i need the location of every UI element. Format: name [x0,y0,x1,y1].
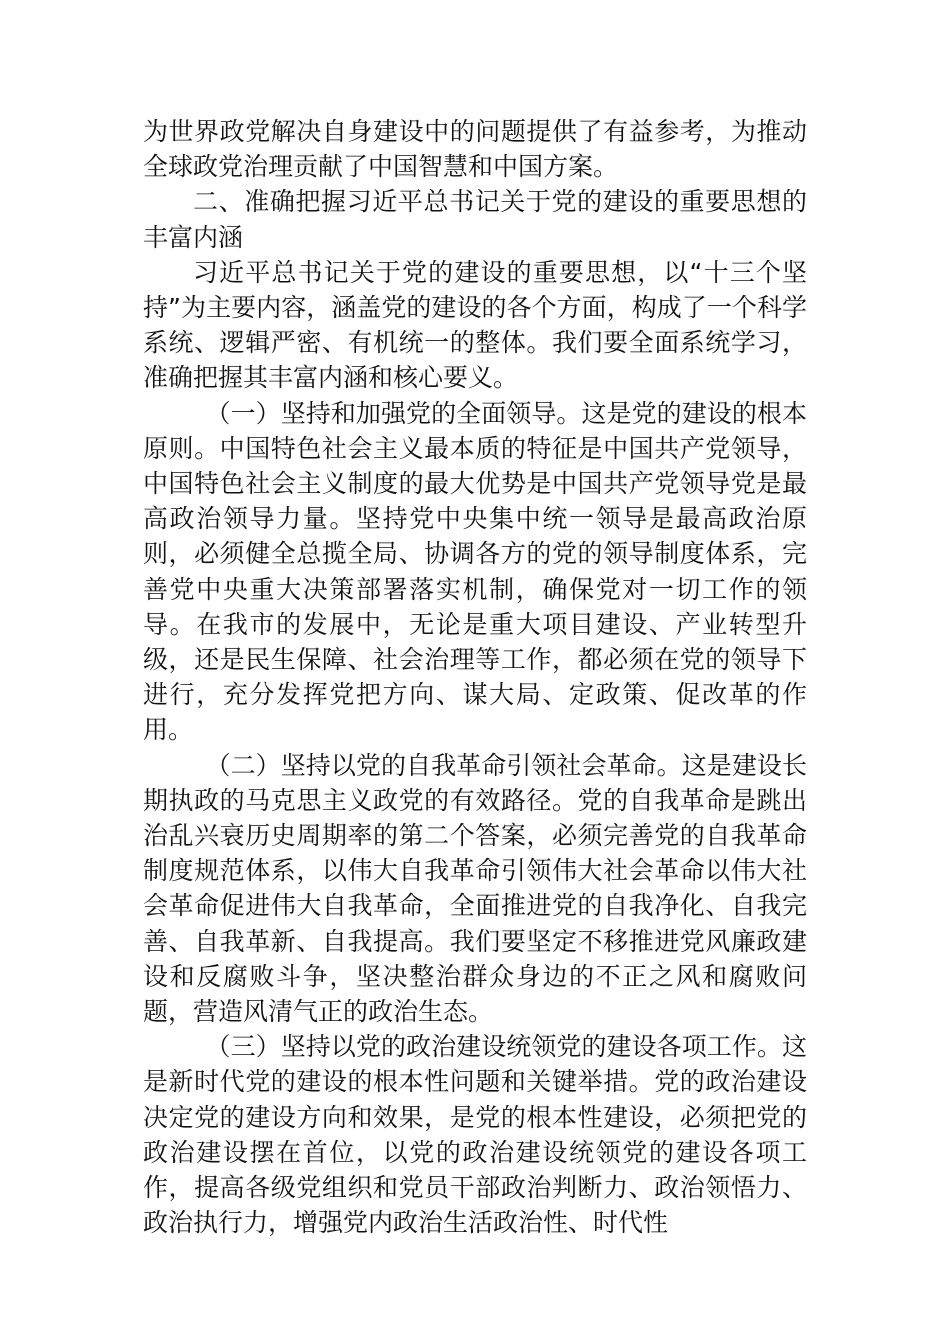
paragraph-item-1: （一）坚持和加强党的全面领导。这是党的建设的根本原则。中国特色社会主义最本质的特征是中国共产党领导，中国特色社会主义制度的最大优势是中国共产党领导党是最高政治领导力量。坚持党中央集中统一领导是最高政治原则，必须健全总揽全局、协调各方的党的领导制度体系，完善党中央重大决策部署落实机制，确保党对一切工作的领导。在我市的发展中，无论是重大项目建设、产业转型升级，还是民生保障、社会治理等工作，都必须在党的领导下进行，充分发挥党把方向、谋大局、定政策、促改革的作用。 [143,398,807,745]
section-heading: 二、准确把握习近平总书记关于党的建设的重要思想的丰富内涵 [143,187,807,252]
paragraph-item-2: （二）坚持以党的自我革命引领社会革命。这是建设长期执政的马克思主义政党的有效路径。党的自我革命是跳出治乱兴衰历史周期率的第二个答案，必须完善党的自我革命制度规范体系，以伟大自我革命引领伟大社会革命以伟大社会革命促进伟大自我革命，全面推进党的自我净化、自我完善、自我革新、自我提高。我们要坚定不移推进党风廉政建设和反腐败斗争，坚决整治群众身边的不正之风和腐败问题，营造风清气正的政治生态。 [143,750,807,1027]
paragraph-item-3: （三）坚持以党的政治建设统领党的建设各项工作。这是新时代党的建设的根本性问题和关键举措。党的政治建设决定党的建设方向和效果，是党的根本性建设，必须把党的政治建设摆在首位，以党的政治建设统领党的建设各项工作，提高各级党组织和党员干部政治判断力、政治领悟力、政治执行力，增强党内政治生活政治性、时代性 [143,1032,807,1238]
document-body [143,114,807,1241]
paragraph-intro: 习近平总书记关于党的建设的重要思想，以“十三个坚持”为主要内容，涵盖党的建设的各个方面，构成了一个科学系统、逻辑严密、有机统一的整体。我们要全面系统学习，准确把握其丰富内涵和核心要义。 [143,257,807,393]
paragraph-continuation: 为世界政党解决自身建设中的问题提供了有益参考，为推动全球政党治理贡献了中国智慧和中国方案。 [143,117,807,182]
